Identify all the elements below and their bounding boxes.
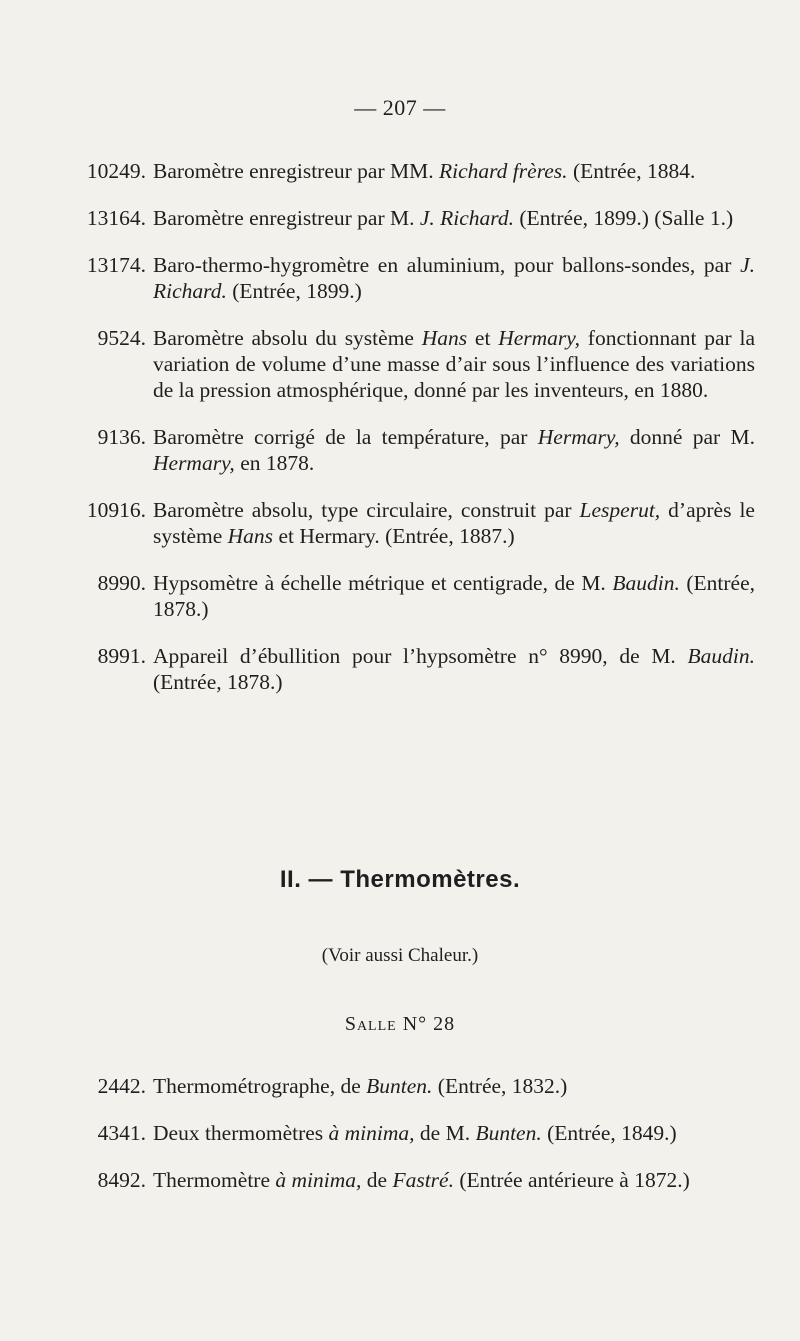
see-also-note: (Voir aussi Chaleur.) — [321, 945, 479, 966]
entry-number: 13164. — [86, 206, 146, 230]
entry-text: Baromètre enregistreur par MM. Richard frères. (Entrée, 1884. — [153, 159, 696, 183]
thermometer-entries — [55, 1073, 755, 1214]
entry-text: Baromètre enregistreur par M. J. Richard. (Entrée, 1899.) (Salle 1.) — [153, 206, 734, 230]
entry-text: Hypsomètre à échelle métrique et centigrade, de M. Baudin. (Entrée, 1878.) — [153, 571, 755, 621]
catalog-entry — [55, 424, 755, 476]
entry-text: Thermométrographe, de Bunten. (Entrée, 1832.) — [153, 1074, 568, 1098]
entry-number: 4341. — [97, 1121, 146, 1145]
entry-text: Baromètre absolu du système Hans et Hermary, fonctionnant par la variation de volume d’une masse d’air sous l’influence des variations de la pression atmosphérique, donné par les inventeurs, en 1880. — [153, 326, 755, 402]
entry-number: 9136. — [97, 425, 146, 449]
entry-number: 9524. — [97, 326, 146, 350]
entry-number: 8492. — [97, 1168, 146, 1192]
entry-number: 10916. — [86, 498, 146, 522]
catalog-entry — [55, 570, 755, 622]
catalog-entry — [55, 1073, 755, 1099]
entry-text: Thermomètre à minima, de Fastré. (Entrée antérieure à 1872.) — [153, 1168, 690, 1192]
catalog-entry — [55, 643, 755, 695]
entry-number: 10249. — [86, 159, 146, 183]
catalog-entry — [55, 325, 755, 403]
entry-text: Appareil d’ébullition pour l’hypsomètre n° 8990, de M. Baudin. (Entrée, 1878.) — [153, 644, 755, 694]
barometer-entries — [55, 158, 755, 716]
catalog-entry — [55, 205, 755, 231]
catalog-entry — [55, 252, 755, 304]
entry-number: 13174. — [86, 253, 146, 277]
entry-text: Baromètre corrigé de la température, par Hermary, donné par M. Hermary, en 1878. — [153, 425, 755, 475]
section-title: II. — Thermomètres. — [279, 866, 521, 893]
page-number: — 207 — — [354, 95, 446, 120]
entry-number: 2442. — [97, 1074, 146, 1098]
catalog-entry — [55, 497, 755, 549]
room-heading: Salle N° 28 — [344, 1013, 456, 1035]
entry-text: Baro-thermo-hygromètre en aluminium, pour ballons-sondes, par J. Richard. (Entrée, 1899.) — [153, 253, 755, 303]
entry-text: Deux thermomètres à minima, de M. Bunten. (Entrée, 1849.) — [153, 1121, 677, 1145]
catalog-entry — [55, 1120, 755, 1146]
catalog-entry — [55, 158, 755, 184]
entry-text: Baromètre absolu, type circulaire, construit par Lesperut, d’après le système Hans et Hermary. (Entrée, 1887.) — [153, 498, 755, 548]
entry-number: 8990. — [97, 571, 146, 595]
catalog-entry — [55, 1167, 755, 1193]
entry-number: 8991. — [97, 644, 146, 668]
